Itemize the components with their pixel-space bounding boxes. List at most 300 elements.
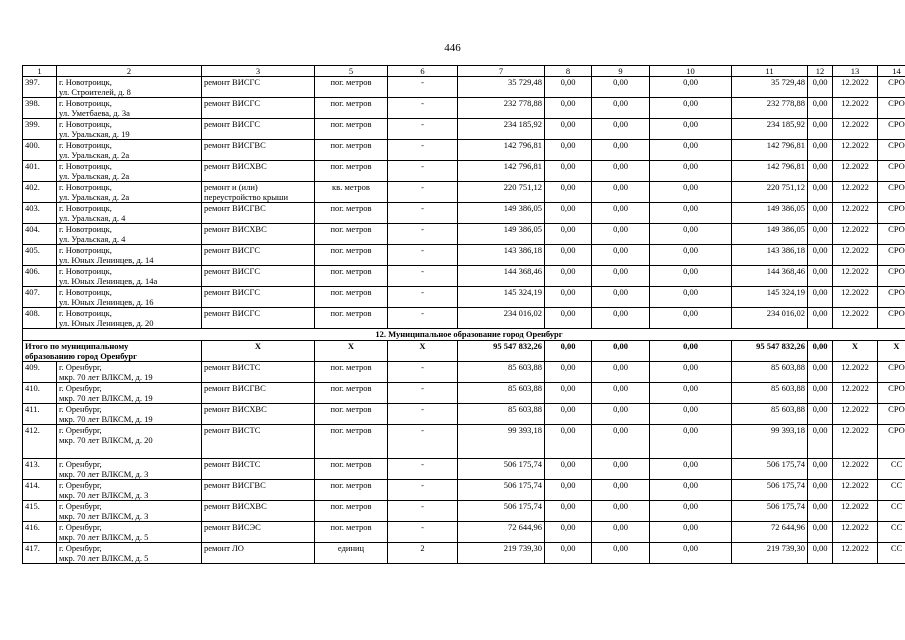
work-type-cell — [202, 224, 315, 245]
address-street: ул. Строителей, д. 8 — [59, 87, 131, 97]
completion-date: 12.2022 — [833, 383, 878, 404]
completion-date: 12.2022 — [833, 77, 878, 98]
quantity: - — [388, 77, 458, 98]
row-number: 417. — [23, 543, 57, 564]
fund-cost: 142 796,81 — [732, 161, 808, 182]
address-city: г. Новотроицк, — [59, 287, 112, 297]
funding-method: СРО — [878, 224, 905, 245]
work-type-cell — [202, 480, 315, 501]
value-col8: 0,00 — [545, 501, 592, 522]
total-cost: 35 729,48 — [458, 77, 545, 98]
work-type: ремонт ВИСГВС — [204, 140, 266, 150]
quantity: - — [388, 161, 458, 182]
funding-method: СРО — [878, 425, 905, 459]
address-street: ул. Юных Ленинцев, д. 14 — [59, 255, 154, 265]
unit-of-measure: пог. метров — [315, 501, 388, 522]
table-row — [23, 77, 905, 98]
address-cell — [57, 266, 202, 287]
address-cell — [57, 77, 202, 98]
address-street: ул. Уральская, д. 4 — [59, 213, 126, 223]
completion-date: 12.2022 — [833, 480, 878, 501]
address-street: ул. Юных Ленинцев, д. 16 — [59, 297, 154, 307]
work-type-continued: переустройство крыши — [204, 192, 289, 202]
funding-method: СРО — [878, 119, 905, 140]
address-cell — [57, 140, 202, 161]
unit-of-measure: пог. метров — [315, 161, 388, 182]
total-cost: 143 386,18 — [458, 245, 545, 266]
row-number: 408. — [23, 308, 57, 329]
row-number: 399. — [23, 119, 57, 140]
column-number: 12 — [808, 66, 833, 77]
work-type: ремонт ВИСТС — [204, 459, 261, 469]
address-city: г. Новотроицк, — [59, 245, 112, 255]
address-cell — [57, 543, 202, 564]
value-col8: 0,00 — [545, 161, 592, 182]
value-col8: 0,00 — [545, 383, 592, 404]
total-cost: 149 386,05 — [458, 224, 545, 245]
address-cell — [57, 480, 202, 501]
value-col10: 0,00 — [650, 543, 732, 564]
table-row — [23, 161, 905, 182]
total-cost: 142 796,81 — [458, 140, 545, 161]
value-col10: 0,00 — [650, 98, 732, 119]
row-number: 411. — [23, 404, 57, 425]
column-number: 6 — [388, 66, 458, 77]
work-type: ремонт ВИСТС — [204, 362, 261, 372]
value-col12: 0,00 — [808, 203, 833, 224]
value-col12: 0,00 — [808, 245, 833, 266]
funding-method: СС — [878, 543, 905, 564]
value-col8: 0,00 — [545, 203, 592, 224]
unit-of-measure: пог. метров — [315, 425, 388, 459]
unit-of-measure: кв. метров — [315, 182, 388, 203]
work-type-cell — [202, 182, 315, 203]
table-row — [23, 459, 905, 480]
value-col12: 0,00 — [808, 404, 833, 425]
total-cost: 72 644,96 — [458, 522, 545, 543]
value-col9: 0,00 — [592, 308, 650, 329]
completion-date: 12.2022 — [833, 266, 878, 287]
unit-of-measure: пог. метров — [315, 98, 388, 119]
total-col13: X — [833, 341, 878, 362]
completion-date: 12.2022 — [833, 362, 878, 383]
value-col10: 0,00 — [650, 308, 732, 329]
column-number-row — [23, 66, 905, 77]
row-number: 404. — [23, 224, 57, 245]
funding-method: СРО — [878, 404, 905, 425]
quantity: - — [388, 459, 458, 480]
value-col9: 0,00 — [592, 501, 650, 522]
work-type: ремонт ВИСГВС — [204, 203, 266, 213]
table-row — [23, 308, 905, 329]
value-col8: 0,00 — [545, 224, 592, 245]
column-number: 8 — [545, 66, 592, 77]
total-cost: 149 386,05 — [458, 203, 545, 224]
fund-cost: 234 016,02 — [732, 308, 808, 329]
section-row — [23, 329, 905, 341]
address-city: г. Новотроицк, — [59, 119, 112, 129]
address-cell — [57, 404, 202, 425]
value-col9: 0,00 — [592, 480, 650, 501]
address-cell — [57, 362, 202, 383]
funding-method: СРО — [878, 308, 905, 329]
column-number: 10 — [650, 66, 732, 77]
quantity: - — [388, 182, 458, 203]
table-body — [23, 66, 905, 564]
row-number: 398. — [23, 98, 57, 119]
work-type-cell — [202, 119, 315, 140]
value-col10: 0,00 — [650, 383, 732, 404]
unit-of-measure: пог. метров — [315, 459, 388, 480]
value-col9: 0,00 — [592, 203, 650, 224]
value-col9: 0,00 — [592, 287, 650, 308]
row-number: 406. — [23, 266, 57, 287]
value-col9: 0,00 — [592, 266, 650, 287]
total-cost: 99 393,18 — [458, 425, 545, 459]
address-street: ул. Уральская, д. 4 — [59, 234, 126, 244]
page-number: 446 — [444, 42, 461, 54]
work-type: ремонт ВИСГВС — [204, 383, 266, 393]
register-table — [22, 65, 905, 564]
value-col9: 0,00 — [592, 245, 650, 266]
value-col10: 0,00 — [650, 522, 732, 543]
unit-of-measure: пог. метров — [315, 77, 388, 98]
address-cell — [57, 203, 202, 224]
total-cost: 85 603,88 — [458, 383, 545, 404]
total-cost: 142 796,81 — [458, 161, 545, 182]
value-col12: 0,00 — [808, 266, 833, 287]
value-col12: 0,00 — [808, 287, 833, 308]
row-number: 405. — [23, 245, 57, 266]
column-number: 5 — [315, 66, 388, 77]
fund-cost: 85 603,88 — [732, 362, 808, 383]
total-fund-cost: 95 547 832,26 — [732, 341, 808, 362]
completion-date: 12.2022 — [833, 182, 878, 203]
table-row — [23, 140, 905, 161]
value-col10: 0,00 — [650, 287, 732, 308]
value-col12: 0,00 — [808, 182, 833, 203]
total-label-continued: образованию город Оренбург — [25, 351, 137, 361]
address-cell — [57, 308, 202, 329]
fund-cost: 149 386,05 — [732, 224, 808, 245]
work-type: ремонт ВИСГС — [204, 287, 260, 297]
value-col8: 0,00 — [545, 266, 592, 287]
value-col9: 0,00 — [592, 543, 650, 564]
value-col8: 0,00 — [545, 287, 592, 308]
value-col10: 0,00 — [650, 203, 732, 224]
work-type-cell — [202, 383, 315, 404]
work-type-cell — [202, 459, 315, 480]
value-col9: 0,00 — [592, 182, 650, 203]
table-row — [23, 119, 905, 140]
work-type-cell — [202, 245, 315, 266]
address-cell — [57, 161, 202, 182]
funding-method: СРО — [878, 140, 905, 161]
work-type: ремонт ВИСГС — [204, 119, 260, 129]
row-number: 414. — [23, 480, 57, 501]
value-col10: 0,00 — [650, 119, 732, 140]
table-row — [23, 425, 905, 459]
address-street: ул. Уральская, д. 2а — [59, 150, 130, 160]
work-type-cell — [202, 501, 315, 522]
funding-method: СРО — [878, 245, 905, 266]
completion-date: 12.2022 — [833, 459, 878, 480]
work-type-cell — [202, 362, 315, 383]
quantity: - — [388, 287, 458, 308]
quantity: - — [388, 98, 458, 119]
value-col8: 0,00 — [545, 119, 592, 140]
unit-of-measure: пог. метров — [315, 480, 388, 501]
row-number: 403. — [23, 203, 57, 224]
address-city: г. Новотроицк, — [59, 266, 112, 276]
work-type: ремонт ВИСХВС — [204, 501, 267, 511]
address-city: г. Новотроицк, — [59, 224, 112, 234]
work-type: ремонт ЛО — [204, 543, 244, 553]
row-number: 407. — [23, 287, 57, 308]
value-col10: 0,00 — [650, 266, 732, 287]
address-street: мкр. 70 лет ВЛКСМ, д. 3 — [59, 469, 149, 479]
fund-cost: 149 386,05 — [732, 203, 808, 224]
work-type-cell — [202, 308, 315, 329]
address-city: г. Оренбург, — [59, 480, 102, 490]
unit-of-measure: пог. метров — [315, 308, 388, 329]
value-col10: 0,00 — [650, 77, 732, 98]
column-number: 13 — [833, 66, 878, 77]
address-cell — [57, 224, 202, 245]
address-cell — [57, 501, 202, 522]
funding-method: СРО — [878, 77, 905, 98]
column-number: 9 — [592, 66, 650, 77]
total-cost: 145 324,19 — [458, 287, 545, 308]
value-col9: 0,00 — [592, 522, 650, 543]
work-type-cell — [202, 140, 315, 161]
total-col10: 0,00 — [650, 341, 732, 362]
value-col12: 0,00 — [808, 98, 833, 119]
total-label: Итого по муниципальному — [25, 341, 129, 351]
completion-date: 12.2022 — [833, 501, 878, 522]
address-cell — [57, 119, 202, 140]
quantity: - — [388, 308, 458, 329]
funding-method: СРО — [878, 161, 905, 182]
value-col10: 0,00 — [650, 501, 732, 522]
value-col9: 0,00 — [592, 140, 650, 161]
value-col12: 0,00 — [808, 543, 833, 564]
value-col8: 0,00 — [545, 404, 592, 425]
completion-date: 12.2022 — [833, 203, 878, 224]
value-col10: 0,00 — [650, 362, 732, 383]
fund-cost: 85 603,88 — [732, 383, 808, 404]
table-row — [23, 203, 905, 224]
value-col12: 0,00 — [808, 480, 833, 501]
address-city: г. Новотроицк, — [59, 98, 112, 108]
row-number: 410. — [23, 383, 57, 404]
completion-date: 12.2022 — [833, 543, 878, 564]
fund-cost: 144 368,46 — [732, 266, 808, 287]
unit-of-measure: пог. метров — [315, 224, 388, 245]
address-cell — [57, 182, 202, 203]
funding-method: СРО — [878, 383, 905, 404]
value-col8: 0,00 — [545, 140, 592, 161]
value-col10: 0,00 — [650, 161, 732, 182]
work-type-cell — [202, 161, 315, 182]
table-row — [23, 383, 905, 404]
completion-date: 12.2022 — [833, 119, 878, 140]
total-col9: 0,00 — [592, 341, 650, 362]
unit-of-measure: пог. метров — [315, 287, 388, 308]
address-street: ул. Юных Ленинцев, д. 20 — [59, 318, 154, 328]
fund-cost: 220 751,12 — [732, 182, 808, 203]
funding-method: СС — [878, 480, 905, 501]
total-col5: X — [315, 341, 388, 362]
value-col9: 0,00 — [592, 98, 650, 119]
quantity: - — [388, 245, 458, 266]
funding-method: СРО — [878, 98, 905, 119]
value-col9: 0,00 — [592, 119, 650, 140]
funding-method: СРО — [878, 362, 905, 383]
work-type-cell — [202, 287, 315, 308]
value-col9: 0,00 — [592, 383, 650, 404]
address-cell — [57, 383, 202, 404]
value-col10: 0,00 — [650, 224, 732, 245]
fund-cost: 145 324,19 — [732, 287, 808, 308]
total-cost: 232 778,88 — [458, 98, 545, 119]
value-col12: 0,00 — [808, 161, 833, 182]
value-col9: 0,00 — [592, 77, 650, 98]
total-cost: 506 175,74 — [458, 501, 545, 522]
address-cell — [57, 522, 202, 543]
address-street: ул. Уральская, д. 19 — [59, 129, 130, 139]
value-col8: 0,00 — [545, 308, 592, 329]
value-col8: 0,00 — [545, 543, 592, 564]
address-street: мкр. 70 лет ВЛКСМ, д. 19 — [59, 372, 153, 382]
address-street: мкр. 70 лет ВЛКСМ, д. 5 — [59, 553, 149, 563]
address-street: мкр. 70 лет ВЛКСМ, д. 20 — [59, 435, 153, 445]
row-number: 416. — [23, 522, 57, 543]
quantity: - — [388, 501, 458, 522]
row-number: 415. — [23, 501, 57, 522]
completion-date: 12.2022 — [833, 425, 878, 459]
address-city: г. Новотроицк, — [59, 77, 112, 87]
table-row — [23, 543, 905, 564]
column-number: 2 — [57, 66, 202, 77]
completion-date: 12.2022 — [833, 98, 878, 119]
address-city: г. Оренбург, — [59, 383, 102, 393]
completion-date: 12.2022 — [833, 140, 878, 161]
table-row — [23, 266, 905, 287]
address-street: ул. Уральская, д. 2а — [59, 171, 130, 181]
work-type-cell — [202, 522, 315, 543]
value-col10: 0,00 — [650, 140, 732, 161]
column-number: 14 — [878, 66, 905, 77]
work-type: ремонт ВИСГС — [204, 245, 260, 255]
total-cost: 85 603,88 — [458, 362, 545, 383]
total-cost: 506 175,74 — [458, 459, 545, 480]
work-type: ремонт ВИСГС — [204, 308, 260, 318]
value-col8: 0,00 — [545, 425, 592, 459]
total-col14: X — [878, 341, 905, 362]
value-col12: 0,00 — [808, 119, 833, 140]
work-type: ремонт ВИСХВС — [204, 224, 267, 234]
address-cell — [57, 245, 202, 266]
work-type-cell — [202, 203, 315, 224]
value-col10: 0,00 — [650, 459, 732, 480]
address-city: г. Новотроицк, — [59, 140, 112, 150]
unit-of-measure: пог. метров — [315, 119, 388, 140]
value-col8: 0,00 — [545, 362, 592, 383]
address-city: г. Новотроицк, — [59, 308, 112, 318]
value-col8: 0,00 — [545, 182, 592, 203]
work-type: ремонт ВИСГВС — [204, 480, 266, 490]
value-col9: 0,00 — [592, 362, 650, 383]
address-cell — [57, 425, 202, 459]
fund-cost: 85 603,88 — [732, 404, 808, 425]
fund-cost: 35 729,48 — [732, 77, 808, 98]
table-row — [23, 245, 905, 266]
table-row — [23, 362, 905, 383]
value-col10: 0,00 — [650, 404, 732, 425]
completion-date: 12.2022 — [833, 308, 878, 329]
value-col10: 0,00 — [650, 245, 732, 266]
unit-of-measure: пог. метров — [315, 522, 388, 543]
address-city: г. Оренбург, — [59, 543, 102, 553]
row-number: 397. — [23, 77, 57, 98]
total-col3: X — [202, 341, 315, 362]
funding-method: СРО — [878, 266, 905, 287]
completion-date: 12.2022 — [833, 522, 878, 543]
value-col9: 0,00 — [592, 425, 650, 459]
completion-date: 12.2022 — [833, 404, 878, 425]
unit-of-measure: пог. метров — [315, 383, 388, 404]
value-col12: 0,00 — [808, 362, 833, 383]
fund-cost: 143 386,18 — [732, 245, 808, 266]
quantity: - — [388, 522, 458, 543]
total-col6: X — [388, 341, 458, 362]
unit-of-measure: пог. метров — [315, 404, 388, 425]
funding-method: СС — [878, 459, 905, 480]
quantity: - — [388, 404, 458, 425]
total-cost: 234 185,92 — [458, 119, 545, 140]
value-col9: 0,00 — [592, 404, 650, 425]
address-street: ул. Уральская, д. 2а — [59, 192, 130, 202]
work-type: ремонт ВИСХВС — [204, 161, 267, 171]
funding-method: СРО — [878, 203, 905, 224]
quantity: - — [388, 224, 458, 245]
work-type-cell — [202, 266, 315, 287]
row-number: 409. — [23, 362, 57, 383]
funding-method: СРО — [878, 182, 905, 203]
column-number: 3 — [202, 66, 315, 77]
total-col12: 0,00 — [808, 341, 833, 362]
quantity: - — [388, 362, 458, 383]
table-row — [23, 182, 905, 203]
value-col8: 0,00 — [545, 98, 592, 119]
address-street: мкр. 70 лет ВЛКСМ, д. 3 — [59, 511, 149, 521]
completion-date: 12.2022 — [833, 224, 878, 245]
total-row — [23, 341, 905, 362]
value-col10: 0,00 — [650, 425, 732, 459]
fund-cost: 234 185,92 — [732, 119, 808, 140]
fund-cost: 72 644,96 — [732, 522, 808, 543]
row-number: 401. — [23, 161, 57, 182]
value-col8: 0,00 — [545, 77, 592, 98]
fund-cost: 232 778,88 — [732, 98, 808, 119]
fund-cost: 219 739,30 — [732, 543, 808, 564]
table-row — [23, 224, 905, 245]
row-number: 402. — [23, 182, 57, 203]
value-col8: 0,00 — [545, 459, 592, 480]
fund-cost: 506 175,74 — [732, 459, 808, 480]
unit-of-measure: пог. метров — [315, 140, 388, 161]
